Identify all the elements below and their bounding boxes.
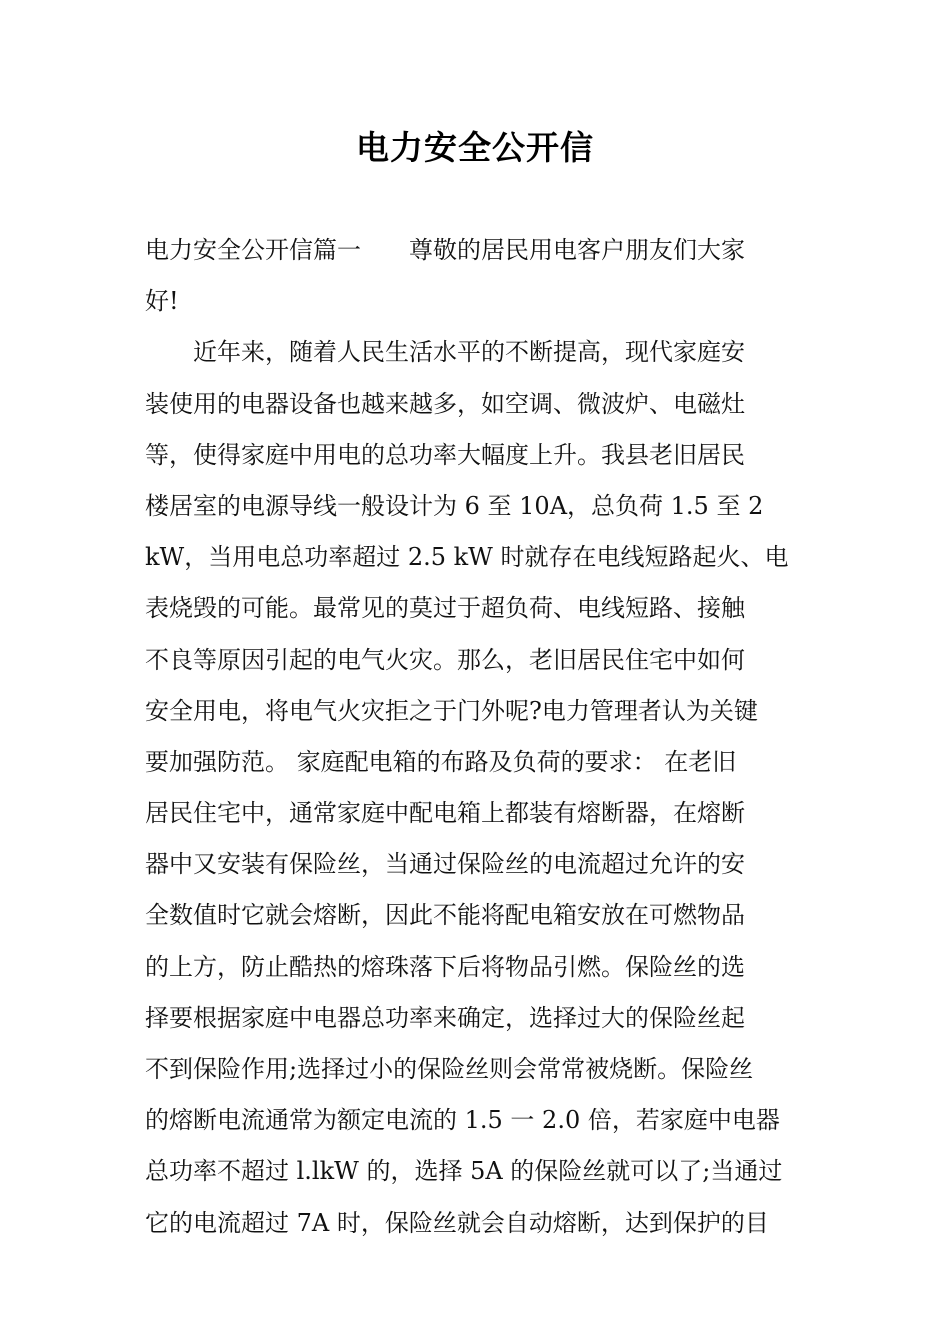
text-line: 安全用电，将电气火灾拒之于门外呢?电力管理者认为关键 [145,696,758,725]
text-line: 楼居室的电源导线一般设计为 6 至 10A，总负荷 1.5 至 2 [145,491,764,520]
text-line: 表烧毁的可能。最常见的莫过于超负荷、电线短路、接触 [145,594,745,623]
page-title: 电力安全公开信 [356,128,594,167]
text-line: 总功率不超过 l.lkW 的，选择 5A 的保险丝就可以了;当通过 [145,1157,783,1186]
text-line: kW，当用电总功率超过 2.5 kW 时就存在电线短路起火、电 [145,543,789,572]
text-line: 的上方，防止酷热的熔珠落下后将物品引燃。保险丝的选 [145,952,745,981]
text-line: 的熔断电流通常为额定电流的 1.5 一 2.0 倍，若家庭中电器 [145,1106,780,1135]
text-line: 择要根据家庭中电器总功率来确定，选择过大的保险丝起 [145,1003,745,1032]
text-line: 电力安全公开信篇一 尊敬的居民用电客户朋友们大家 [145,236,745,264]
document-body [145,225,810,1249]
text-line: 要加强防范。 家庭配电箱的布路及负荷的要求： 在老旧 [145,747,737,776]
text-line: 不良等原因引起的电气火灾。那么，老旧居民住宅中如何 [145,645,745,674]
text-line: 居民住宅中，通常家庭中配电箱上都装有熔断器，在熔断 [145,799,745,828]
text-line: 好! [145,287,179,316]
text-line: 它的电流超过 7A 时，保险丝就会自动熔断，达到保护的目 [145,1208,769,1237]
text-line: 不到保险作用;选择过小的保险丝则会常常被烧断。保险丝 [145,1055,754,1083]
text-line: 近年来，随着人民生活水平的不断提高，现代家庭安 [145,338,745,367]
text-line: 全数值时它就会熔断，因此不能将配电箱安放在可燃物品 [145,901,745,930]
text-line: 器中又安装有保险丝，当通过保险丝的电流超过允许的安 [145,850,745,879]
text-line: 等，使得家庭中用电的总功率大幅度上升。我县老旧居民 [145,440,745,469]
text-line: 装使用的电器设备也越来越多，如空调、微波炉、电磁灶 [145,389,745,418]
